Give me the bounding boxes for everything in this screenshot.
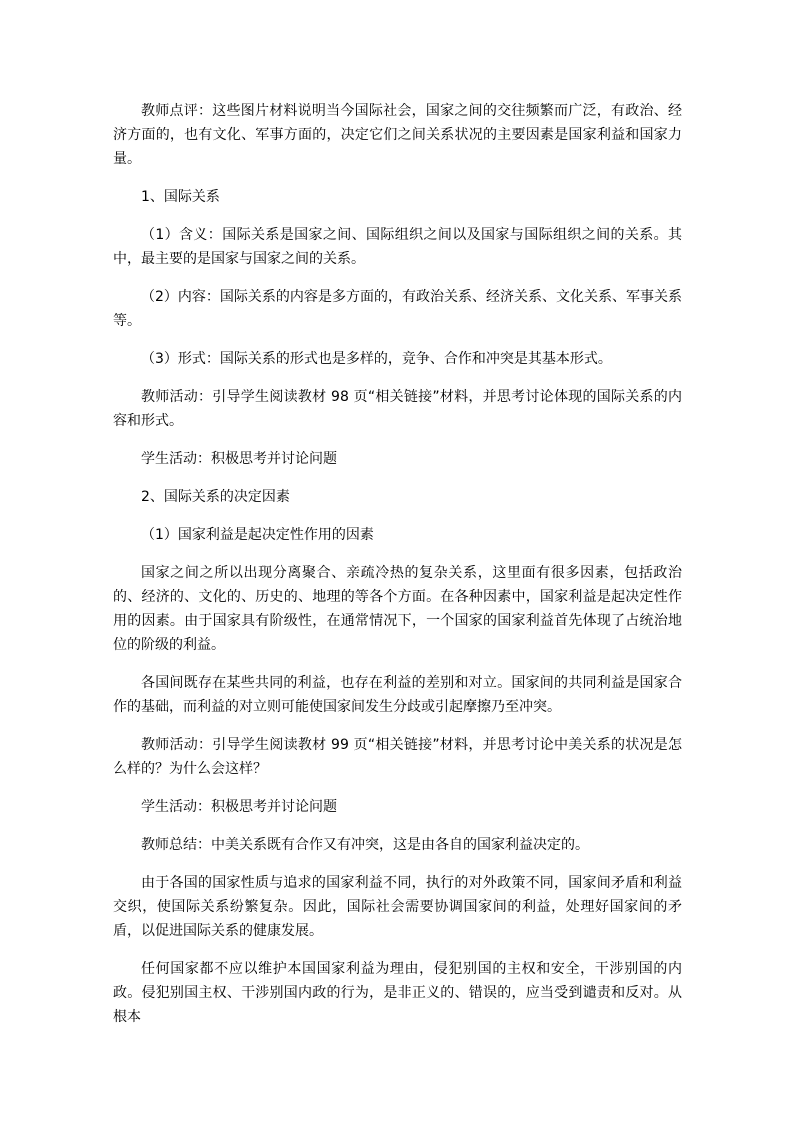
section-heading-international-relations: 1、国际关系 xyxy=(141,189,220,205)
national-interest-paragraph: 国家之间之所以出现分离聚合、亲疏冷热的复杂关系，这里面有很多因素，包括政治的、经济的、文化的、历史的、地理的等各个方面。在各种因素中，国家利益是起决定性作用的因素。由于国家具有阶级性，在通常情况下，一个国家的国家利益首先体现了占统治地位的阶级的利益。 xyxy=(113,565,682,653)
student-activity-paragraph: 学生活动：积极思考并讨论问题 xyxy=(141,451,337,467)
document-body xyxy=(113,99,682,1043)
subheading-national-interest: （1）国家利益是起决定性作用的因素 xyxy=(141,527,374,543)
teacher-comment-paragraph: 教师点评：这些图片材料说明当今国际社会，国家之间的交往频繁而广泛，有政治、经济方面的，也有文化、军事方面的，决定它们之间关系状况的主要因素是国家利益和国家力量。 xyxy=(113,103,682,167)
section-heading-determining-factors: 2、国际关系的决定因素 xyxy=(141,489,290,505)
student-activity-paragraph-2: 学生活动：积极思考并讨论问题 xyxy=(141,799,337,815)
content-paragraph: （2）内容：国际关系的内容是多方面的，有政治关系、经济关系、文化关系、军事关系等。 xyxy=(113,289,682,329)
form-paragraph: （3）形式：国际关系的形式也是多样的，竞争、合作和冲突是其基本形式。 xyxy=(141,351,612,367)
teacher-activity-paragraph: 教师活动：引导学生阅读教材 98 页“相关链接”材料，并思考讨论体现的国际关系的内容和形式。 xyxy=(113,389,682,429)
complexity-paragraph: 由于各国的国家性质与追求的国家利益不同，执行的对外政策不同，国家间矛盾和利益交织，使国际关系纷繁复杂。因此，国际社会需要协调国家间的利益，处理好国家间的矛盾，以促进国际关系的健康发展。 xyxy=(113,875,682,939)
sovereignty-paragraph: 任何国家都不应以维护本国国家利益为理由，侵犯别国的主权和安全，干涉别国的内政。侵犯别国主权、干涉别国内政的行为，是非正义的、错误的，应当受到谴责和反对。从根本 xyxy=(113,961,682,1025)
definition-paragraph: （1）含义：国际关系是国家之间、国际组织之间以及国家与国际组织之间的关系。其中，最主要的是国家与国家之间的关系。 xyxy=(113,227,682,267)
common-interest-paragraph: 各国间既存在某些共同的利益，也存在利益的差别和对立。国家间的共同利益是国家合作的基础，而利益的对立则可能使国家间发生分歧或引起摩擦乃至冲突。 xyxy=(113,675,682,715)
teacher-activity-paragraph-2: 教师活动：引导学生阅读教材 99 页“相关链接”材料，并思考讨论中美关系的状况是怎么样的？为什么会这样？ xyxy=(113,737,682,777)
teacher-summary-paragraph: 教师总结：中美关系既有合作又有冲突，这是由各自的国家利益决定的。 xyxy=(141,837,589,853)
